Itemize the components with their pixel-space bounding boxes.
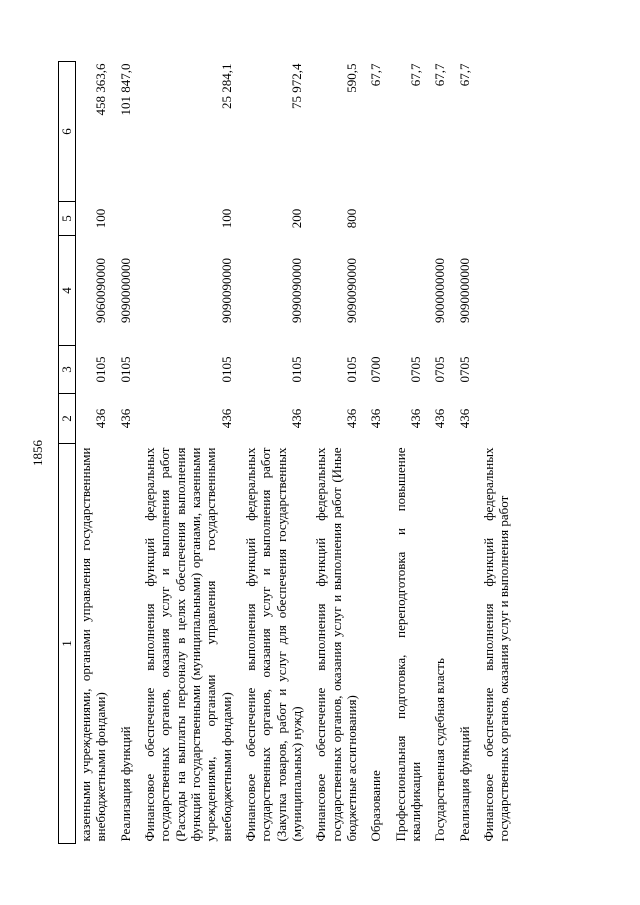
table-body <box>76 62 519 844</box>
row-expense-type: 800 <box>343 208 359 229</box>
budget-table <box>58 61 519 844</box>
row-target-code: 9090090000 <box>288 258 304 323</box>
row-admin-code: 436 <box>432 408 448 429</box>
row-admin-code: 436 <box>288 408 304 429</box>
row-expense-type: 100 <box>218 208 234 229</box>
row-admin-code <box>479 394 519 444</box>
table-row <box>241 62 311 844</box>
row-name: Финансовое обеспечение выполнения функций федеральных государственных органов, оказания услуг и выполнения работ (Иные бюджетные ассигнования) <box>313 447 359 842</box>
col-header-1: 1 <box>59 444 76 844</box>
row-name: Финансовое обеспечение выполнения функций федеральных государственных органов, оказания услуг и выполнения работ (Закупка товаров, работ и услуг для обеспечения государственных (муниципальных) нужд) <box>242 447 304 842</box>
row-section-code: 0105 <box>288 356 304 383</box>
table-row <box>391 62 431 844</box>
row-section-code: 0105 <box>343 356 359 383</box>
row-target-code <box>479 236 519 346</box>
row-section-code: 0105 <box>117 356 133 383</box>
col-header-3: 3 <box>59 346 76 394</box>
table-row <box>140 62 241 844</box>
row-admin-code: 436 <box>456 408 472 429</box>
row-expense-type <box>116 202 140 236</box>
row-expense-type <box>430 202 454 236</box>
row-amount: 67,7 <box>368 63 384 87</box>
col-header-4: 4 <box>59 236 76 346</box>
row-name: Реализация функций <box>117 726 133 842</box>
row-amount: 590,5 <box>343 63 359 93</box>
row-expense-type <box>366 202 390 236</box>
row-admin-code: 436 <box>407 408 423 429</box>
row-name: Реализация функций <box>456 726 472 842</box>
row-expense-type: 200 <box>288 208 304 229</box>
row-admin-code: 436 <box>343 408 359 429</box>
row-admin-code: 436 <box>76 394 116 444</box>
row-target-code <box>366 236 390 346</box>
row-amount: 101 847,0 <box>117 63 133 116</box>
row-target-code: 9090000000 <box>117 258 133 323</box>
row-name: казенными учреждениями, органами управления государственными внебюджетными фондами) <box>76 444 116 844</box>
row-section-code: 0105 <box>76 346 116 394</box>
row-amount: 67,7 <box>407 63 423 87</box>
row-expense-type: 100 <box>76 202 116 236</box>
row-name: Государственная судебная власть <box>432 658 448 842</box>
row-amount: 25 284,1 <box>218 63 234 109</box>
row-amount: 67,7 <box>456 63 472 87</box>
row-expense-type <box>455 202 479 236</box>
col-header-6: 6 <box>59 62 76 202</box>
row-target-code: 9000000000 <box>432 258 448 323</box>
table-row <box>76 62 116 844</box>
row-amount: 75 972,4 <box>288 63 304 109</box>
row-admin-code: 436 <box>368 408 384 429</box>
row-target-code <box>391 236 431 346</box>
row-section-code: 0705 <box>432 356 448 383</box>
row-name: Финансовое обеспечение выполнения функций федеральных государственных органов, оказания услуг и выполнения работ (Расходы на выплаты персоналу в целях обеспечения выполнения функций государственными (муниципальными) органами, казенными учреждениями, органами управления государственными внебюджетными фондами) <box>141 447 234 842</box>
row-section-code <box>479 346 519 394</box>
table-row <box>430 62 454 844</box>
row-name: Профессиональная подготовка, переподготовка и повышение квалификации <box>392 447 423 842</box>
rotated-page <box>58 62 580 844</box>
row-name: Финансовое обеспечение выполнения функций федеральных государственных органов, оказания услуг и выполнения работ <box>480 447 512 842</box>
table-row <box>366 62 390 844</box>
table-row <box>116 62 140 844</box>
table-row <box>455 62 479 844</box>
row-expense-type <box>479 202 519 236</box>
row-admin-code: 436 <box>218 408 234 429</box>
row-amount <box>479 62 519 202</box>
col-header-2: 2 <box>59 394 76 444</box>
row-expense-type <box>391 202 431 236</box>
table-row <box>311 62 366 844</box>
row-target-code: 9090000000 <box>456 258 472 323</box>
row-section-code: 0705 <box>407 356 423 383</box>
table-header <box>59 62 76 844</box>
row-target-code: 9060090000 <box>76 236 116 346</box>
row-section-code: 0700 <box>368 356 384 383</box>
row-admin-code: 436 <box>117 408 133 429</box>
row-name: Образование <box>368 770 384 842</box>
row-target-code: 9090090000 <box>218 258 234 323</box>
row-amount: 67,7 <box>432 63 448 87</box>
table-row <box>479 62 519 844</box>
page-number: 1856 <box>30 440 45 466</box>
col-header-5: 5 <box>59 202 76 236</box>
row-section-code: 0105 <box>218 356 234 383</box>
page-number-box <box>30 438 46 468</box>
row-amount: 458 363,6 <box>76 62 116 202</box>
row-target-code: 9090090000 <box>343 258 359 323</box>
row-section-code: 0705 <box>456 356 472 383</box>
